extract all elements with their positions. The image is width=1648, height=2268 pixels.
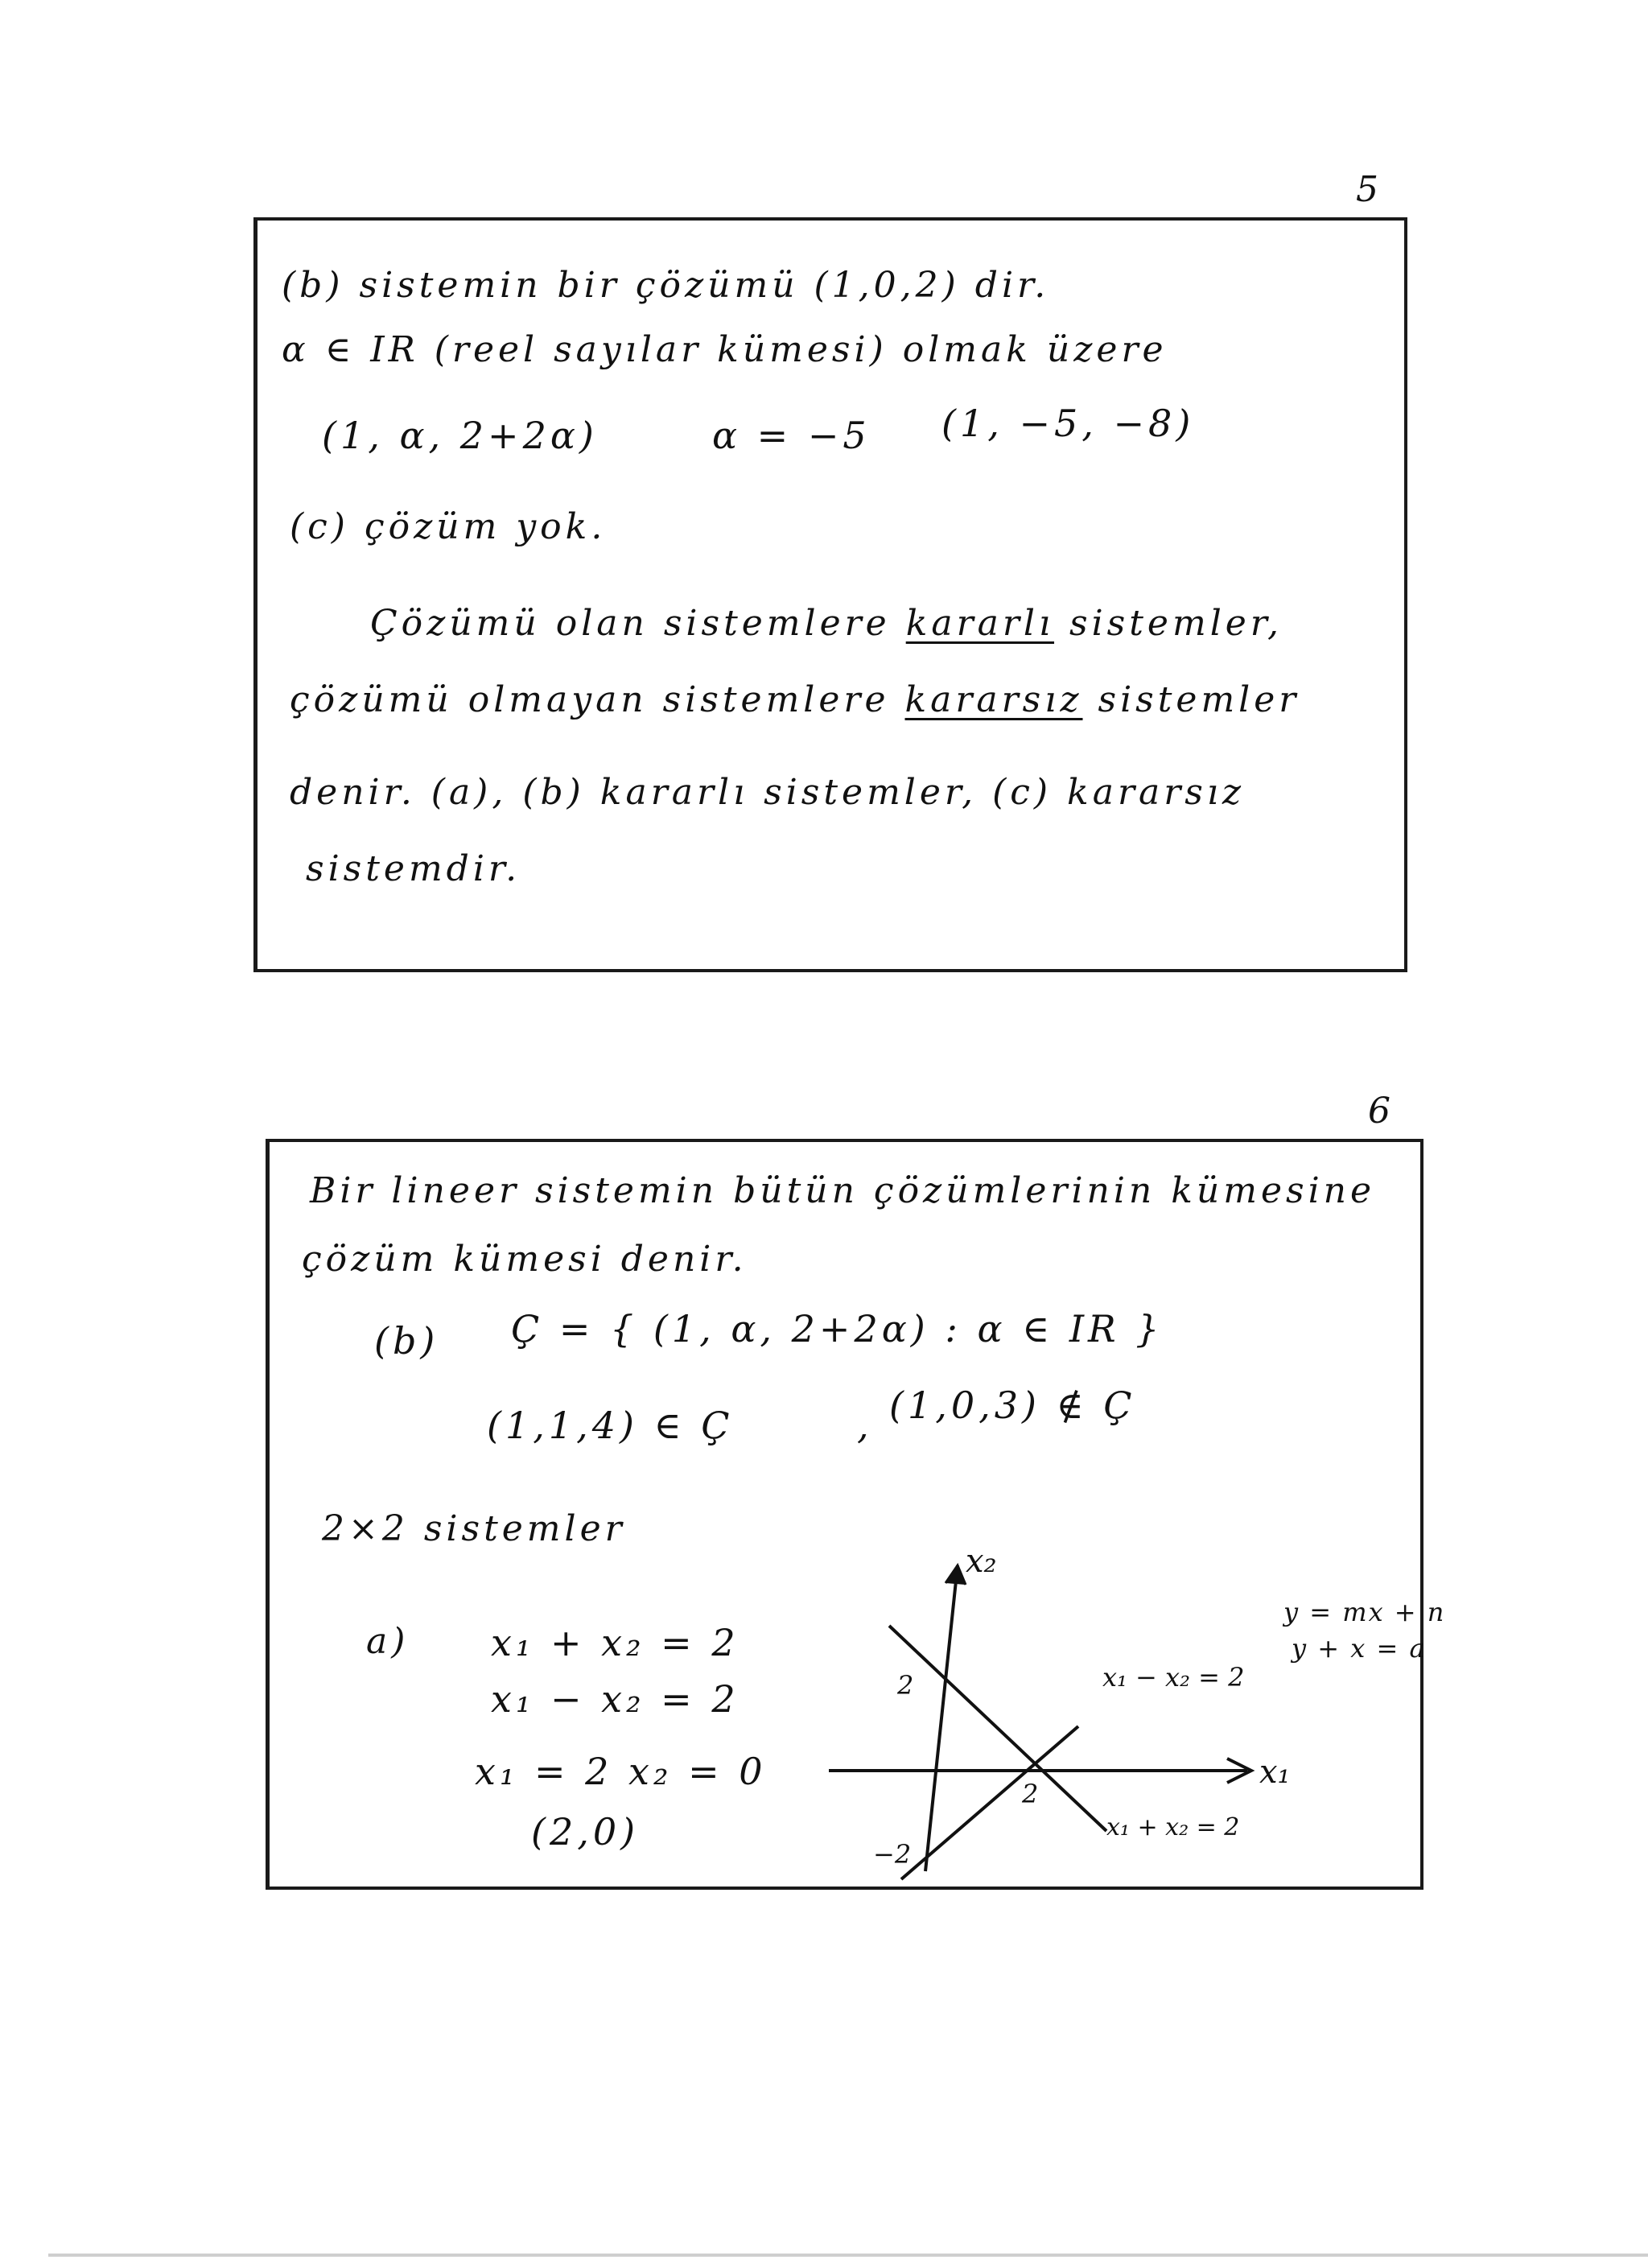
box6-side-note-1: y = mx + n <box>1283 1597 1446 1627</box>
box5-line-2: α ∈ IR (reel sayılar kümesi) olmak üzere <box>282 329 1168 370</box>
page-number-5: 5 <box>1356 169 1378 210</box>
box5-def-line-2 <box>290 679 1300 720</box>
box5-line-8: sistemdir. <box>306 848 521 889</box>
box6-2x2-heading: 2×2 sistemler <box>322 1508 626 1549</box>
box6-part-a-label: a) <box>366 1621 410 1662</box>
box6-part-b-label: (b) <box>374 1319 439 1363</box>
term-kararli: kararlı <box>905 603 1055 644</box>
box5-line-c: (c) çözüm yok. <box>290 506 607 547</box>
box6-comma: , <box>857 1404 873 1447</box>
box6-solution-values: x₁ = 2 x₂ = 0 <box>475 1750 767 1793</box>
box6-solution-set: Ç = { (1, α, 2+2α) : α ∈ IR } <box>511 1307 1164 1350</box>
box5-line-1: (b) sistemin bir çözümü (1,0,2) dir. <box>282 265 1050 306</box>
x-intercept-label: 2 <box>1022 1779 1039 1809</box>
box6-line-1: Bir lineer sistemin bütün çözümlerinin kümesine <box>310 1170 1376 1211</box>
box5-def2-text: çözümü olmayan sistemlere <box>290 679 905 720</box>
x1-axis-label: x₁ <box>1259 1754 1291 1791</box>
scan-edge-line <box>48 2254 1648 2257</box>
x2-axis-label: x₂ <box>966 1543 997 1580</box>
line-label-x1-minus-x2: x₁ − x₂ = 2 <box>1102 1662 1245 1693</box>
box5-def-text: Çözümü olan sistemlere <box>370 603 906 644</box>
note-box-page-5 <box>253 217 1407 972</box>
y-intercept-label: 2 <box>897 1670 914 1701</box>
box6-line-2: çözüm kümesi denir. <box>302 1239 748 1280</box>
box5-alpha-value: α = −5 <box>712 414 871 457</box>
x2-axis <box>925 1565 958 1871</box>
line-label-x1-plus-x2: x₁ + x₂ = 2 <box>1106 1813 1240 1841</box>
page-number-6: 6 <box>1368 1091 1390 1132</box>
x2-axis-arrow-icon <box>946 1565 966 1585</box>
box5-line-7: denir. (a), (b) kararlı sistemler, (c) kararsız <box>290 772 1246 813</box>
box5-def-text-end: sistemler, <box>1054 603 1283 644</box>
box6-equation-1: x₁ + x₂ = 2 <box>491 1621 740 1664</box>
box6-non-member: (1,0,3) ∉ Ç <box>889 1383 1136 1427</box>
neg-intercept-label: −2 <box>873 1839 912 1870</box>
coordinate-graph <box>821 1533 1432 1887</box>
line-x1-minus-x2 <box>901 1726 1078 1879</box>
box5-def-line-1 <box>370 603 1283 644</box>
term-kararsiz: kararsız <box>904 679 1083 720</box>
box5-particular-solution: (1, −5, −8) <box>941 402 1195 445</box>
box5-def2-text-end: sistemler <box>1082 679 1300 720</box>
box6-side-note-2: y + x = a <box>1292 1633 1427 1664</box>
box6-member: (1,1,4) ∈ Ç <box>487 1404 734 1447</box>
box6-equation-2: x₁ − x₂ = 2 <box>491 1677 740 1721</box>
box6-solution-point: (2,0) <box>531 1810 640 1854</box>
box5-param-solution: (1, α, 2+2α) <box>322 414 598 457</box>
